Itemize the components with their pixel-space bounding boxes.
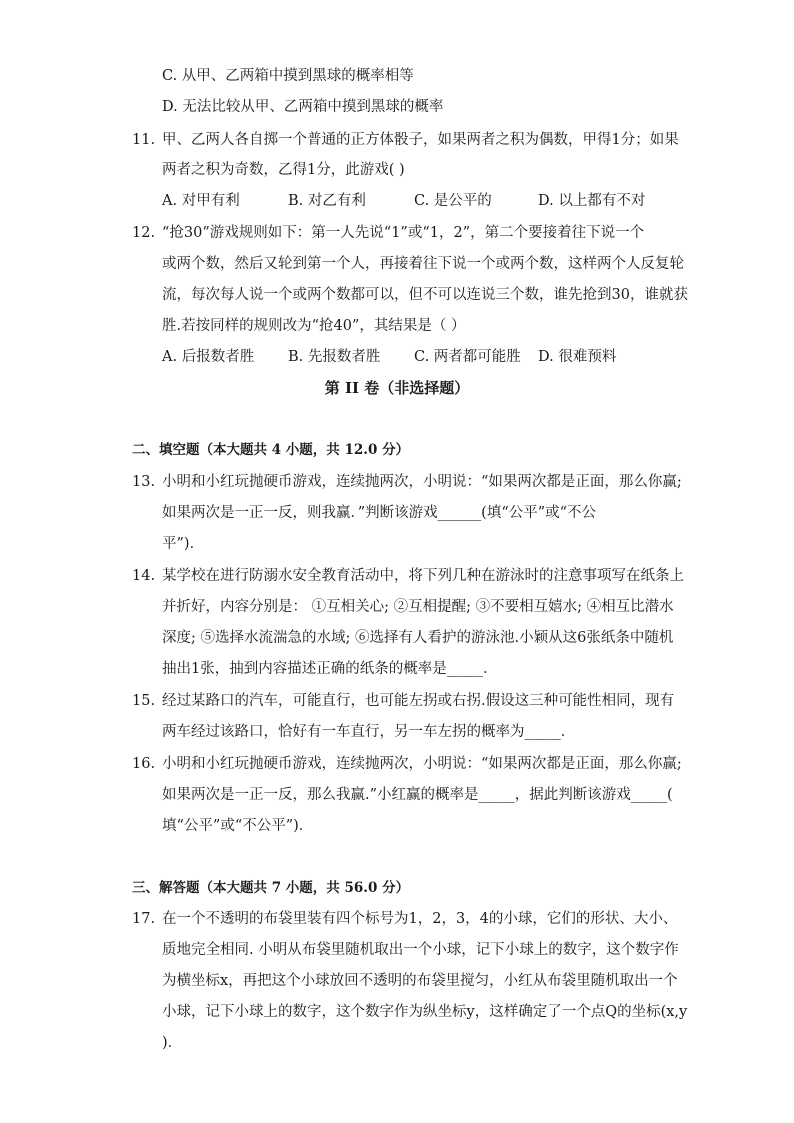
q11-number: 11. [132,132,156,148]
q13-line-3: 平”)． [162,536,205,552]
q16-number: 16. [132,756,156,772]
q11-line-1: 甲、乙两人各自掷一个普通的正方体骰子，如果两者之积为偶数，甲得1分；如果 [162,132,679,148]
q17-line-4: 小球，记下小球上的数字，这个数字作为纵坐标y，这样确定了一个点Q的坐标(x,y [162,1004,688,1020]
q11-line-2: 两者之积为奇数，乙得1分，此游戏( ) [162,162,405,178]
q17-line-2: 质地完全相同. 小明从布袋里随机取出一个小球，记下小球上的数字，这个数字作 [162,942,679,958]
q13-line-2: 如果两次是一正一反，则我赢．”判断该游戏______(填“公平”或“不公 [162,505,597,521]
q17-number: 17. [132,911,156,927]
q17-line-3: 为横坐标x，再把这个小球放回不透明的布袋里搅匀，小红从布袋里随机取出一个 [162,973,678,989]
q11-option-d: D. 以上都有不对 [538,193,646,209]
q11-option-c: C. 是公平的 [414,193,492,209]
q15-line-1: 经过某路口的汽车，可能直行，也可能左拐或右拐.假设这三种可能性相同，现有 [162,693,675,709]
q16-line-2: 如果两次是一正一反，那么我赢.”小红赢的概率是_____，据此判断该游戏_____( [162,787,673,803]
q14-line-1: 某学校在进行防溺水安全教育活动中，将下列几种在游泳时的注意事项写在纸条上 [162,568,684,584]
q15-line-2: 两车经过该路口，恰好有一车直行，另一车左拐的概率为_____． [162,724,576,740]
q12-line-1: “抢30”游戏规则如下：第一人先说“1”或“1，2”，第二个要接着往下说一个 [162,225,645,241]
q14-line-2: 并折好，内容分别是： ①互相关心; ②互相提醒; ③不要相互嬉水; ④相互比潜水 [162,599,674,615]
q11-option-a: A. 对甲有利 [162,193,240,209]
section-2-heading: 二、填空题（本大题共 4 小题，共 12.0 分） [132,442,410,458]
q17-line-1: 在一个不透明的布袋里装有四个标号为1，2，3，4的小球，它们的形状、大小、 [162,911,678,927]
q12-option-b: B. 先报数者胜 [288,349,381,365]
q12-line-2: 或两个数，然后又轮到第一个人，再接着往下说一个或两个数，这样两个人反复轮 [162,256,684,272]
q12-option-c: C. 两者都可能胜 [414,349,521,365]
part-2-title: 第 II 卷（非选择题） [324,379,470,397]
q11-option-b: B. 对乙有利 [288,193,366,209]
q13-line-1: 小明和小红玩抛硬币游戏，连续抛两次，小明说：“如果两次都是正面，那么你赢; [162,474,682,490]
q12-line-3: 流，每次每人说一个或两个数都可以，但不可以连说三个数，谁先抢到30，谁就获 [162,287,688,303]
q13-number: 13. [132,474,156,490]
q12-option-d: D. 很难预料 [538,349,617,365]
q14-number: 14. [132,568,156,584]
q14-line-4: 抽出1张，抽到内容描述正确的纸条的概率是_____． [162,661,498,677]
q12-option-a: A. 后报数者胜 [162,349,255,365]
section-3-heading: 三、解答题（本大题共 7 小题，共 56.0 分） [132,880,410,896]
q15-number: 15. [132,693,156,709]
q12-line-4: 胜.若按同样的规则改为“抢40”，其结果是（ ） [162,318,466,334]
q10-option-d: D. 无法比较从甲、乙两箱中摸到黑球的概率 [162,99,444,115]
q14-line-3: 深度; ⑤选择水流湍急的水域; ⑥选择有人看护的游泳池.小颖从这6张纸条中随机 [162,630,674,646]
q16-line-3: 填“公平”或“不公平”)． [162,818,314,834]
q17-line-5: )． [162,1035,183,1051]
q10-option-c: C. 从甲、乙两箱中摸到黑球的概率相等 [162,68,414,84]
q12-number: 12. [132,225,156,241]
q16-line-1: 小明和小红玩抛硬币游戏，连续抛两次，小明说：“如果两次都是正面，那么你赢; [162,756,682,772]
